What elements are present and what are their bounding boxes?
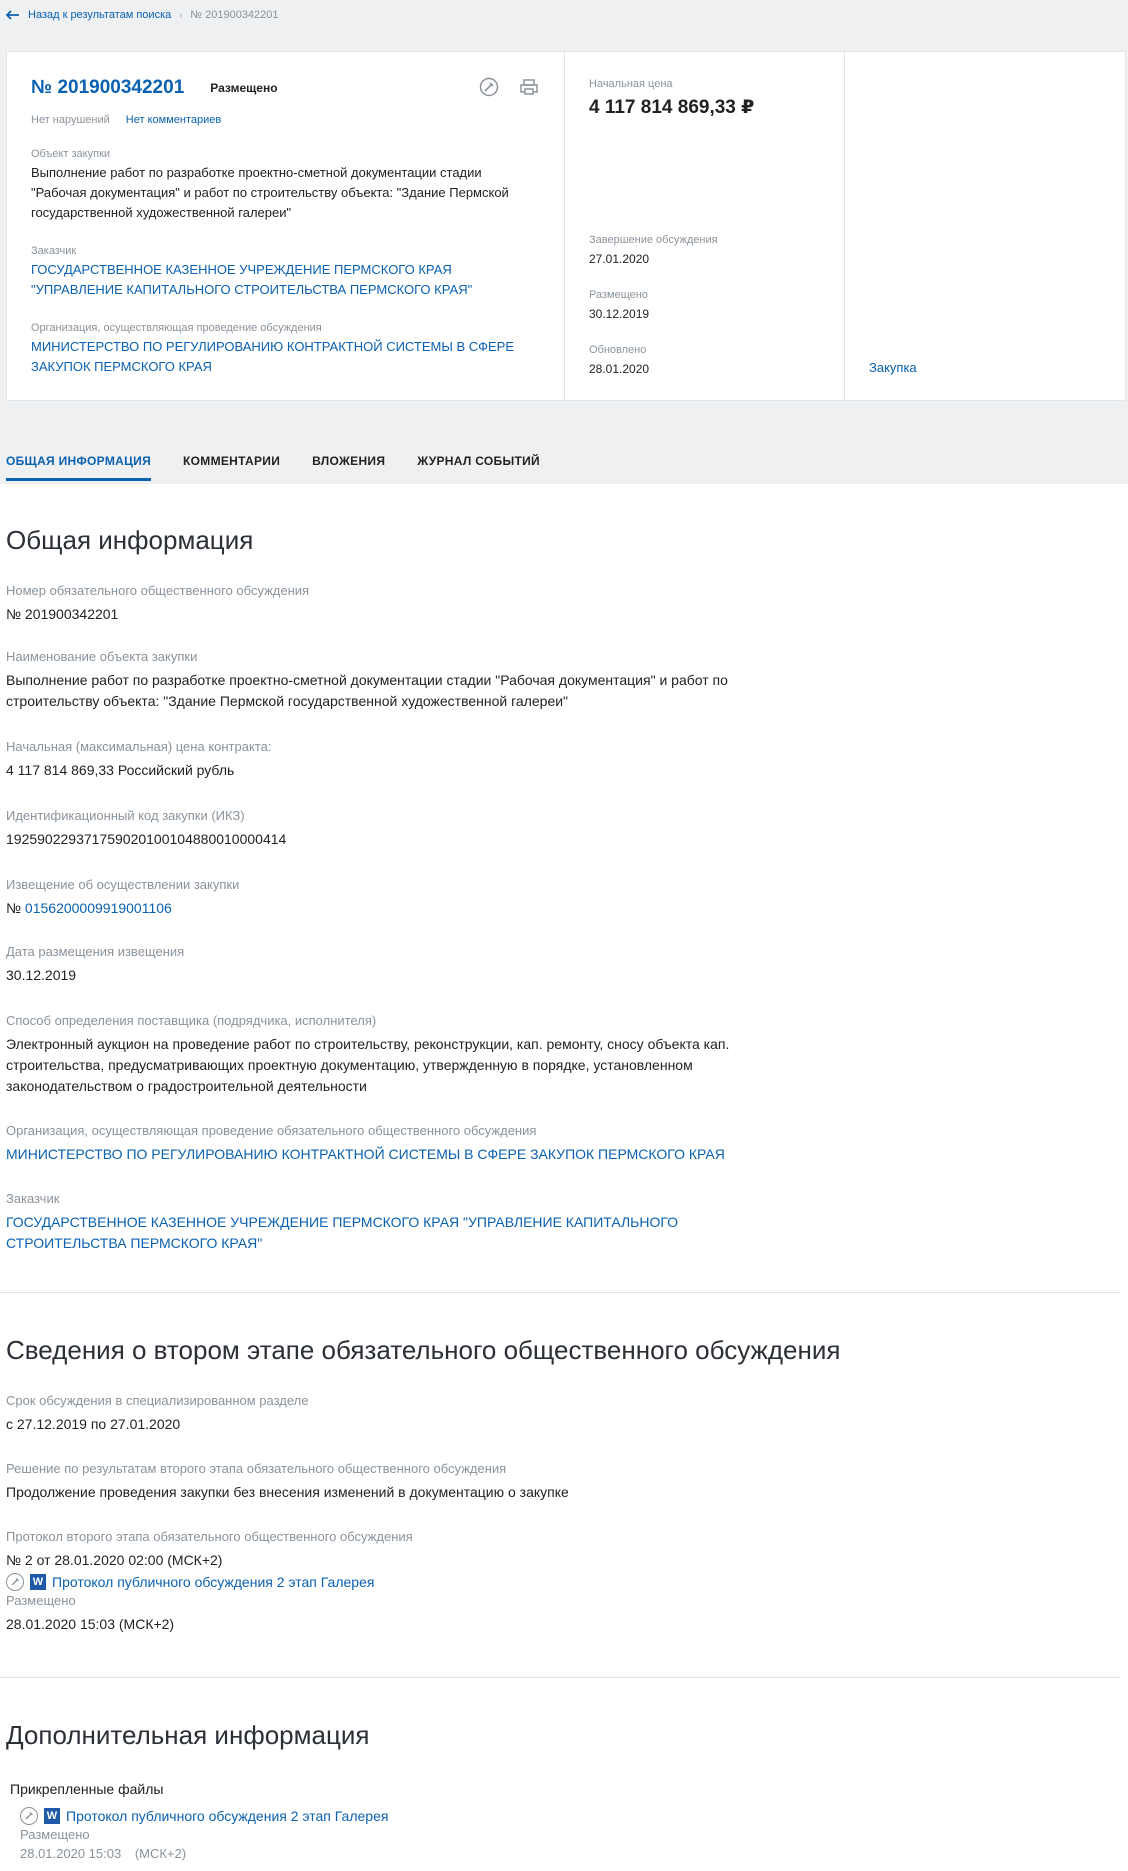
notice-prefix: №	[6, 900, 22, 916]
word-file-icon: W	[30, 1574, 46, 1590]
attached-file-link[interactable]: Протокол публичного обсуждения 2 этап Галерея	[66, 1808, 389, 1824]
comments-link[interactable]: Нет комментариев	[125, 114, 222, 126]
attached-posted-tz: (МСК+2)	[134, 1846, 187, 1861]
protocol-value: № 2 от 28.01.2020 02:00 (МСК+2)	[6, 1552, 223, 1568]
notice-date-value: 30.12.2019	[6, 967, 77, 983]
signature-icon[interactable]	[478, 76, 500, 98]
protocol-file-link[interactable]: Протокол публичного обсуждения 2 этап Галерея	[52, 1574, 375, 1590]
additional-title: Дополнительная информация	[6, 1720, 370, 1750]
end-date-label: Завершение обсуждения	[589, 234, 718, 246]
arrow-left-icon	[6, 10, 20, 20]
notice-date-label: Дата размещения извещения	[6, 944, 185, 959]
updated-value: 28.01.2020	[589, 362, 650, 376]
tab-bar	[6, 454, 540, 481]
section-divider	[0, 1292, 1120, 1293]
updated-label: Обновлено	[589, 344, 647, 356]
period-label: Срок обсуждения в специализированном разделе	[6, 1393, 309, 1408]
attached-posted-row	[10, 1846, 388, 1861]
object-label: Объект закупки	[31, 148, 111, 160]
number-label: Номер обязательного общественного обсуждения	[6, 583, 310, 598]
customer-link-general[interactable]: ГОСУДАРСТВЕННОЕ КАЗЕННОЕ УЧРЕЖДЕНИЕ ПЕРМСКОГО КРАЯ "УПРАВЛЕНИЕ КАПИТАЛЬНОГО СТРОИТЕЛЬСТВА ПЕРМСКОГО КРАЯ"	[6, 1214, 679, 1251]
price-value: 4 117 814 869,33 ₽	[589, 97, 755, 118]
notice-row	[6, 898, 239, 919]
protocol-posted-value: 28.01.2020 15:03 (МСК+2)	[6, 1616, 175, 1632]
contract-price-value: 4 117 814 869,33 Российский рубль	[6, 762, 235, 778]
method-value: Электронный аукцион на проведение работ по строительству, реконструкции, кап. ремонту, сносу объекта кап. строительства, предусматривающих проектную документацию, утвержденную в порядке, установленном законодательством о градостроительной деятельности	[6, 1036, 730, 1094]
tab-event-log[interactable]: ЖУРНАЛ СОБЫТИЙ	[417, 454, 540, 468]
object-name-value: Выполнение работ по разработке проектно-сметной документации стадии "Рабочая документация" и работ по строительству объекта: "Здание Пермской государственной художественной галереи"	[6, 672, 728, 709]
attached-posted-value: 28.01.2020 15:03	[20, 1846, 122, 1861]
card-links-column	[845, 52, 1125, 400]
content-area	[0, 484, 1128, 1871]
org-link-general[interactable]: МИНИСТЕРСТВО ПО РЕГУЛИРОВАНИЮ КОНТРАКТНОЙ СИСТЕМЫ В СФЕРЕ ЗАКУПОК ПЕРМСКОГО КРАЯ	[6, 1146, 725, 1162]
back-to-results-link[interactable]	[6, 9, 171, 21]
customer-link[interactable]: ГОСУДАРСТВЕННОЕ КАЗЕННОЕ УЧРЕЖДЕНИЕ ПЕРМСКОГО КРАЯ "УПРАВЛЕНИЕ КАПИТАЛЬНОГО СТРОИТЕЛЬСТВА ПЕРМСКОГО КРАЯ"	[31, 262, 473, 297]
breadcrumb-current: № 201900342201	[190, 9, 279, 21]
tab-attachments[interactable]: ВЛОЖЕНИЯ	[312, 454, 386, 468]
violations-status: Нет нарушений	[31, 114, 110, 126]
status-badge: Размещено	[210, 81, 278, 95]
number-value: № 201900342201	[6, 606, 119, 622]
purchase-card	[6, 51, 1126, 401]
org-label-general: Организация, осуществляющая проведение обязательного общественного обсуждения	[6, 1123, 537, 1138]
tab-comments[interactable]: КОММЕНТАРИИ	[183, 454, 281, 468]
notice-number-link[interactable]: 0156200009919001106	[24, 900, 172, 916]
object-name-label: Наименование объекта закупки	[6, 649, 198, 664]
protocol-posted-label: Размещено	[6, 1593, 76, 1608]
end-date-value: 27.01.2020	[589, 252, 650, 266]
chevron-right-icon: ›	[179, 10, 183, 20]
general-info-title: Общая информация	[6, 525, 254, 555]
card-price-column	[565, 52, 845, 400]
signature-icon[interactable]	[6, 1573, 24, 1591]
attached-files-label: Прикрепленные файлы	[10, 1781, 164, 1797]
posted-value: 30.12.2019	[589, 307, 650, 321]
period-value: с 27.12.2019 по 27.01.2020	[6, 1416, 181, 1432]
notice-label: Извещение об осуществлении закупки	[6, 877, 240, 892]
org-label: Организация, осуществляющая проведение обсуждения	[31, 322, 322, 334]
ikz-value: 192590229371759020100104880010000414	[6, 831, 287, 847]
attached-posted-label: Размещено	[20, 1827, 90, 1842]
object-text: Выполнение работ по разработке проектно-сметной документации стадии "Рабочая документация" и работ по строительству объекта: "Здание Пермской государственной художественной галереи"	[31, 165, 509, 220]
protocol-label: Протокол второго этапа обязательного общественного обсуждения	[6, 1529, 413, 1544]
breadcrumb	[0, 0, 1128, 30]
section-divider	[0, 1677, 1120, 1678]
contract-price-label: Начальная (максимальная) цена контракта:	[6, 739, 272, 754]
word-file-icon: W	[44, 1808, 60, 1824]
ikz-label: Идентификационный код закупки (ИКЗ)	[6, 808, 245, 823]
stage2-title: Сведения о втором этапе обязательного общественного обсуждения	[6, 1335, 841, 1365]
print-icon[interactable]	[518, 76, 540, 98]
tab-general-info[interactable]: ОБЩАЯ ИНФОРМАЦИЯ	[6, 454, 151, 481]
posted-label: Размещено	[589, 289, 648, 301]
decision-label: Решение по результатам второго этапа обязательного общественного обсуждения	[6, 1461, 507, 1476]
header-zone	[0, 0, 1128, 484]
price-label: Начальная цена	[589, 78, 673, 90]
signature-icon[interactable]	[20, 1807, 38, 1825]
protocol-file-row	[6, 1573, 413, 1591]
purchase-link[interactable]: Закупка	[869, 360, 917, 375]
method-label: Способ определения поставщика (подрядчика, исполнителя)	[6, 1013, 377, 1028]
customer-label-general: Заказчик	[6, 1191, 60, 1206]
customer-label: Заказчик	[31, 245, 77, 257]
back-label: Назад к результатам поиска	[28, 9, 172, 21]
decision-value: Продолжение проведения закупки без внесения изменений в документацию о закупке	[6, 1484, 569, 1500]
attached-file-row	[10, 1807, 388, 1825]
org-link[interactable]: МИНИСТЕРСТВО ПО РЕГУЛИРОВАНИЮ КОНТРАКТНОЙ СИСТЕМЫ В СФЕРЕ ЗАКУПОК ПЕРМСКОГО КРАЯ	[31, 339, 515, 374]
card-main-column	[7, 52, 565, 400]
registry-number[interactable]: № 201900342201	[31, 77, 185, 98]
